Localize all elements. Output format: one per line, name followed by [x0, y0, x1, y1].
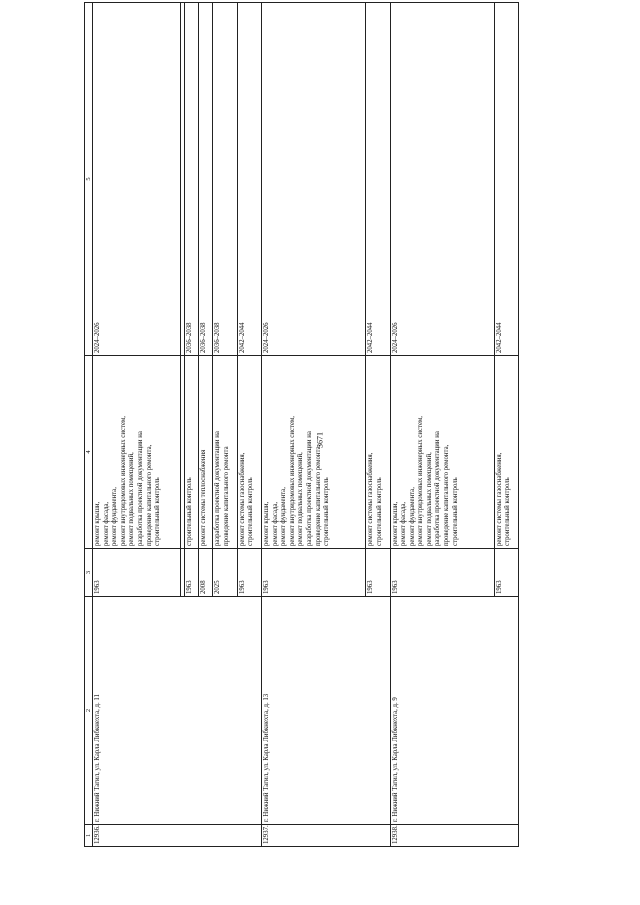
period-cell: 2036–2038: [199, 3, 213, 356]
column-header-3: 3: [85, 549, 93, 597]
row-number: 12936.: [93, 825, 262, 847]
works-cell: ремонт крыши, ремонт фасада, ремонт фундамента, ремонт внутридомовых инженерных систем, ремонт подвальных помещений, разработка проектной документации на проведение капитального ремонта, строительный контроль: [390, 356, 494, 549]
rotated-sheet: [84, 2, 519, 847]
capital-repair-table: [84, 2, 519, 847]
works-cell: ремонт системы газоснабжения, строительный контроль: [366, 356, 390, 549]
period-cell: 2042–2044: [494, 3, 519, 356]
works-cell: ремонт системы теплоснабжения: [199, 356, 213, 549]
works-cell: строительный контроль: [185, 356, 199, 549]
works-cell: ремонт крыши, ремонт фасада, ремонт фундамента, ремонт внутридомовых инженерных систем, ремонт подвальных помещений, разработка проектной документации на проведение капитального ремонта, строительный контроль: [262, 356, 366, 549]
table-row: [390, 3, 494, 847]
year-cell: 1963: [185, 549, 199, 597]
address-cell: г. Нижний Тагил, ул. Карла Либкнехта, д. 9: [390, 597, 519, 825]
period-cell: 2042–2044: [366, 3, 390, 356]
period-cell: 2036–2038: [185, 3, 199, 356]
works-cell: разработка проектной документации на проведение капитального ремонта: [213, 356, 237, 549]
year-cell: 2008: [199, 549, 213, 597]
year-cell: 1963: [366, 549, 390, 597]
period-cell: 2024–2026: [262, 3, 366, 356]
works-cell: ремонт системы газоснабжения, строительный контроль: [494, 356, 519, 549]
row-number: 12937.: [262, 825, 390, 847]
period-cell: 2042–2044: [237, 3, 261, 356]
address-cell: г. Нижний Тагил, ул. Карла Либкнехта, д. 13: [262, 597, 390, 825]
column-header-1: 1: [85, 825, 93, 847]
year-cell: 2025: [213, 549, 237, 597]
row-number: 12938.: [390, 825, 519, 847]
period-cell: 2024–2026: [390, 3, 494, 356]
year-cell: 1963: [262, 549, 366, 597]
period-cell: 2036–2038: [213, 3, 237, 356]
table-row: [93, 3, 181, 847]
address-cell: г. Нижний Тагил, ул. Карла Либкнехта, д. 11: [93, 597, 262, 825]
year-cell: 1963: [390, 549, 494, 597]
column-number-row: [85, 3, 93, 847]
page-number: 3671: [315, 432, 325, 448]
year-cell: 1963: [237, 549, 261, 597]
table-row: [262, 3, 366, 847]
works-cell: ремонт системы газоснабжения, строительный контроль: [237, 356, 261, 549]
year-cell: 1963: [93, 549, 181, 597]
column-header-4: 4: [85, 356, 93, 549]
year-cell: 1963: [494, 549, 519, 597]
column-header-2: 2: [85, 597, 93, 825]
column-header-5: 5: [85, 3, 93, 356]
works-cell: ремонт крыши, ремонт фасада, ремонт фундамента, ремонт внутридомовых инженерных систем, ремонт подвальных помещений, разработка проектной документации на проведение капитального ремонта, строительный контроль: [93, 356, 181, 549]
period-cell: 2024–2026: [93, 3, 181, 356]
